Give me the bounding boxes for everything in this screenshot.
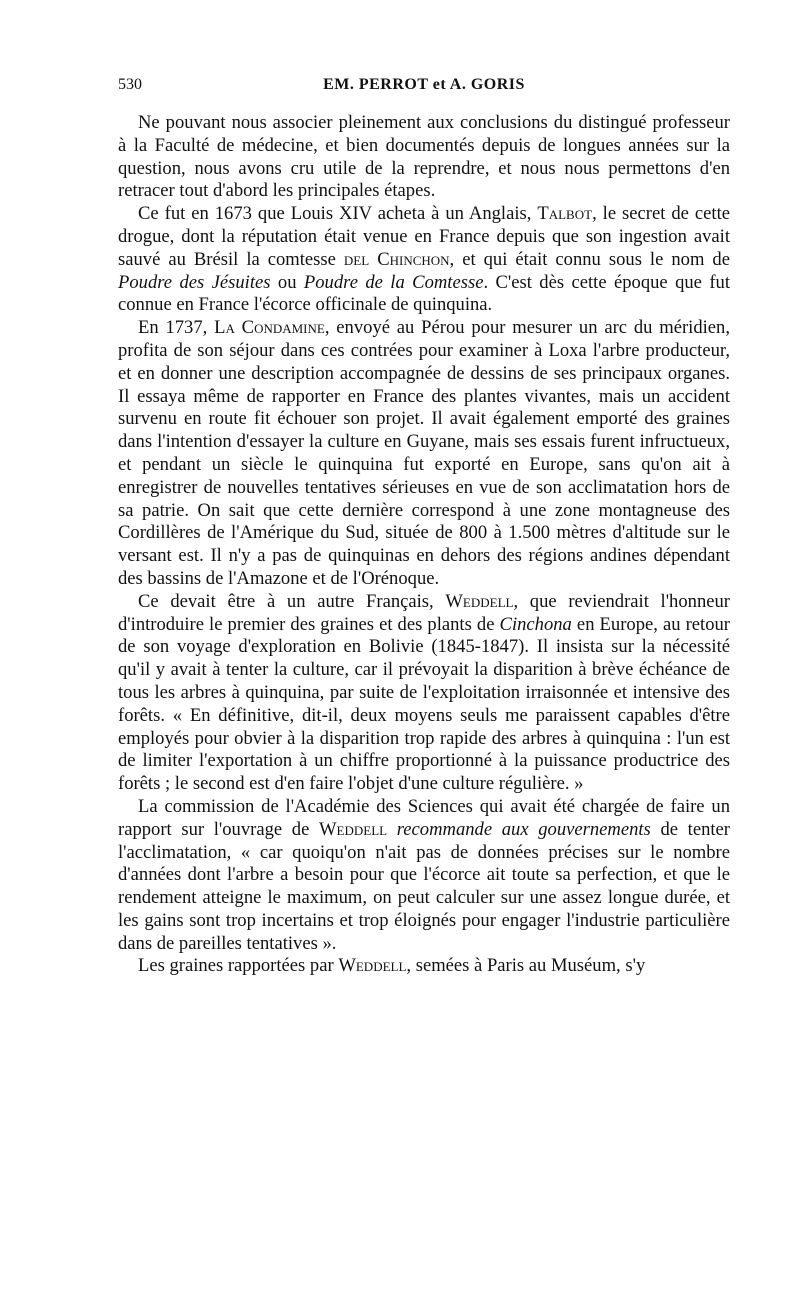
paragraph-2 xyxy=(118,203,730,317)
page-number: 530 xyxy=(118,76,142,93)
text-run: , envoyé au Pérou pour mesurer un arc du méridien, profita de son séjour dans ces contrées pour examiner à Loxa l'arbre producteur, et en donner une description accompagnée de dessins de ses principaux organes. Il essaya même de rapporter en France des plantes vivantes, mais un accident survenu en route fit échouer son projet. Il avait également emporté des graines dans l'intention d'essayer la culture en Guyane, mais ses essais furent infructueux, et pendant un siècle le quinquina fut exporté en Europe, sans qu'on ait à enregistrer de nouvelles tentatives sérieuses en vue de son acclimatation hors de sa patrie. On sait que cette dernière correspond à une zone montagneuse des Cordillères de l'Amérique du Sud, située de 800 à 1.500 mètres d'altitude sur le versant est. Il n'y a pas de quinquinas en dehors des régions andines dépendant des bassins de l'Amazone et de l'Orénoque. xyxy=(118,317,730,589)
text-run: Ce fut en 1673 que Louis XIV acheta à un Anglais, xyxy=(138,203,538,225)
text-run: Ce devait être à un autre Français, xyxy=(138,590,446,612)
paragraph-4 xyxy=(118,591,730,796)
person-name-la-condamine: La Condamine xyxy=(214,317,325,339)
running-title: EM. PERROT et A. GORIS xyxy=(323,76,525,93)
text-run: , et qui était connu sous le nom de xyxy=(449,248,730,270)
paragraph-6 xyxy=(118,955,730,978)
text-run: En 1737, xyxy=(138,317,215,339)
person-name-talbot: Talbot xyxy=(537,203,593,225)
text-run: ou xyxy=(270,271,304,293)
text-run xyxy=(387,819,397,840)
person-name-weddell: Weddell xyxy=(338,955,407,977)
running-head xyxy=(118,72,730,100)
text-run: , le secret de cette drogue, dont la réputation était venue en France depuis que son ingestion avait sauvé au Brésil la comtesse xyxy=(118,203,730,270)
italic-term-cinchona: Cinchona xyxy=(499,613,572,635)
paragraph-1 xyxy=(118,112,730,203)
text-run: . C'est dès cette époque que fut connue en France l'écorce officinale de quinquina. xyxy=(118,271,730,316)
body-text xyxy=(118,112,730,978)
paragraph-5 xyxy=(118,796,730,956)
text-run: en Europe, au retour de son voyage d'exploration en Bolivie (1845-1847). Il insista sur la nécessité qu'il y avait à tenter la culture, car il prévoyait la disparition à brève échéance de tous les arbres à quinquina, par suite de l'exploitation irraisonnée et intensive des forêts. « En définitive, dit-il, deux moyens seuls me paraissent capables d'être employés pour obvier à la disparition trop rapide des arbres à quinquina : l'un est de limiter l'exportation à un chiffre proportionné à la puissance productrice des forêts ; le second est d'en faire l'objet d'une culture régulière. » xyxy=(118,613,731,795)
person-name-weddell: Weddell xyxy=(318,818,388,840)
italic-term-poudre-des-jesuites: Poudre des Jésuites xyxy=(118,271,271,293)
text-run: , que reviendrait l'honneur d'introduire le premier des graines et des plants de xyxy=(118,590,730,635)
book-page xyxy=(118,72,730,978)
text-run: , semées à Paris au Muséum, s'y xyxy=(406,955,646,977)
text-run: de tenter l'acclimatation, « car quoiqu'on n'ait pas de données précises sur le nombre d'années dont l'arbre a besoin pour que l'écorce ait toute sa perfection, et que le rendement atteigne le maximum, on peut calculer sur une assez longue durée, et les gains sont trop incertains et trop éloignés pour engager l'industrie particulière dans de pareilles tentatives ». xyxy=(118,818,730,954)
person-name-weddell: Weddell xyxy=(445,590,514,612)
paragraph-3 xyxy=(118,317,730,591)
person-name-del-chinchon: del Chinchon xyxy=(343,248,450,270)
text-run: Les graines rapportées par xyxy=(138,955,339,977)
italic-term-recommande: recommande aux gouvernements xyxy=(396,818,651,840)
text-run: La commission de l'Académie des Sciences qui avait été chargée de faire un rapport sur l'ouvrage de xyxy=(118,795,730,840)
paragraph-1-text: Ne pouvant nous associer pleinement aux conclusions du distingué professeur à la Faculté de médecine, et bien documentés depuis de longues années sur la question, nous avons cru utile de la reprendre, et nous nous permettons d'en retracer tout d'abord les principales étapes. xyxy=(118,112,730,202)
italic-term-poudre-de-la-comtesse: Poudre de la Comtesse xyxy=(303,271,484,293)
